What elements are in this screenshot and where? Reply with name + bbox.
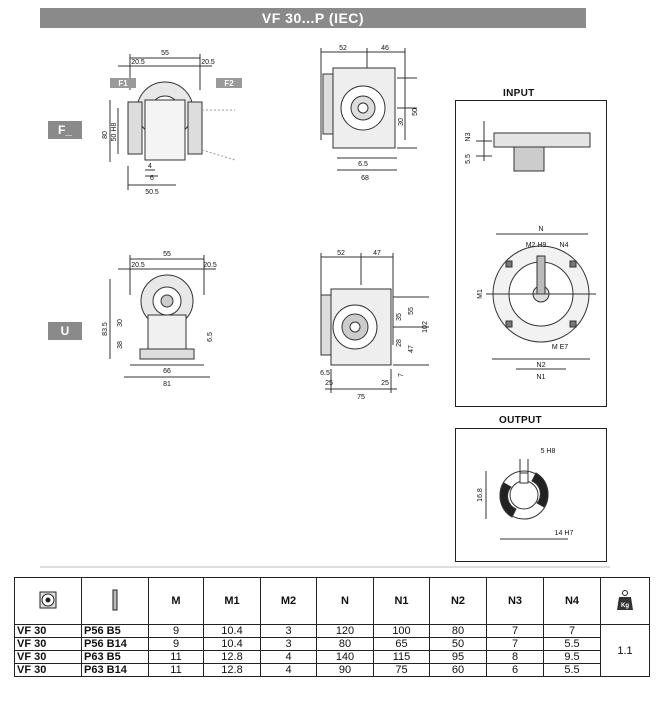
cell-motor: P63 B5 [82,651,149,664]
cell-m: 11 [149,664,204,677]
output-title: OUTPUT [499,415,542,426]
gearbox-icon [15,578,82,625]
dim-label: 102 [422,321,429,333]
cell-motor: P56 B5 [82,625,149,638]
cell-n2: 60 [430,664,487,677]
dim-label: 25 [381,380,389,387]
u-side-view-drawing [100,245,235,395]
dim-label: 47 [408,345,415,353]
dim-label: 35 [396,313,403,321]
cell-model: VF 30 [15,664,82,677]
dim-label: 46 [381,45,389,52]
cell-weight: 1.1 [601,625,650,677]
col-header-n4: N4 [544,578,601,625]
page-title: VF 30...P (IEC) [40,8,586,28]
dim-label: 14 H7 [554,530,574,537]
input-flange-drawing [456,101,606,406]
shaft-icon [82,578,149,625]
dim-label: 55 [161,50,169,57]
cell-n2: 80 [430,625,487,638]
u-front-view-drawing [305,245,445,405]
col-header-n2: N2 [430,578,487,625]
input-title: INPUT [503,88,535,99]
col-header-m2: M2 [261,578,317,625]
dim-label: M E7 [551,344,569,351]
cell-n3: 8 [487,651,544,664]
weight-unit: Kg [621,602,629,609]
weight-icon [601,578,650,625]
cell-n: 120 [317,625,374,638]
cell-n2: 95 [430,651,487,664]
output-panel [455,428,607,562]
dim-label: 7 [398,373,405,377]
dim-label: N [538,226,544,233]
f2-label: F2 [224,79,234,88]
cell-m1: 12.8 [204,664,261,677]
cell-n: 90 [317,664,374,677]
dim-label: 52 [337,250,345,257]
dim-label: 50.5 [145,189,159,196]
dim-label: 28 [396,339,403,347]
col-header-n: N [317,578,374,625]
cell-n3: 6 [487,664,544,677]
dim-label: 16.8 [477,488,484,502]
dim-label: 20.5 [201,59,215,66]
dimension-table [14,577,650,677]
table-row [15,638,650,651]
col-header-m: M [149,578,204,625]
dim-label: 83.5 [102,322,109,336]
dim-label: 6.5 [207,332,214,342]
dim-label: M1 [477,289,484,299]
col-header-m1: M1 [204,578,261,625]
mounting-label-f: F_ [48,121,82,139]
dim-label: 55 [163,251,171,258]
cell-n1: 115 [374,651,430,664]
dim-label: N3 [465,132,472,142]
cell-n4: 5.5 [544,664,601,677]
dim-label: 30 [117,319,124,327]
dim-label: 5.5 [465,154,472,164]
cell-n3: 7 [487,638,544,651]
col-header-n1: N1 [374,578,430,625]
table-row [15,651,650,664]
cell-model: VF 30 [15,651,82,664]
dim-label: 50 [412,108,419,116]
dim-label: 25 [325,380,333,387]
dim-label: 68 [361,175,369,182]
cell-n3: 7 [487,625,544,638]
cell-m1: 12.8 [204,651,261,664]
dim-label: 52 [339,45,347,52]
dim-label: 6 [150,175,154,182]
dim-label: N4 [559,242,569,249]
cell-n1: 100 [374,625,430,638]
dim-label: 30 [398,118,405,126]
cell-motor: P63 B14 [82,664,149,677]
cell-n: 140 [317,651,374,664]
input-panel [455,100,607,407]
dim-label: 5 H8 [540,448,556,455]
cell-n4: 9.5 [544,651,601,664]
cell-n4: 7 [544,625,601,638]
dim-label: 50 H8 [111,122,118,142]
f-side-view-drawing [100,40,260,200]
f1-label: F1 [118,79,128,88]
dim-label: 80 [102,131,109,139]
col-header-n3: N3 [487,578,544,625]
dim-label: 66 [163,368,171,375]
cell-m2: 3 [261,625,317,638]
cell-m: 11 [149,651,204,664]
dim-label: 38 [117,341,124,349]
cell-model: VF 30 [15,638,82,651]
cell-m: 9 [149,625,204,638]
cell-m2: 4 [261,664,317,677]
cell-n1: 65 [374,638,430,651]
cell-m1: 10.4 [204,638,261,651]
dim-label: 20.5 [131,59,145,66]
cell-motor: P56 B14 [82,638,149,651]
cell-m2: 3 [261,638,317,651]
dim-label: 6.5 [358,161,368,168]
dim-label: 20.5 [131,262,145,269]
dim-label: 55 [408,307,415,315]
dim-label: 75 [357,394,365,401]
dim-label: N2 [536,362,546,369]
cell-model: VF 30 [15,625,82,638]
cell-m2: 4 [261,651,317,664]
table-row [15,625,650,638]
dim-label: 6.5 [320,370,330,377]
mounting-label-u: U [48,322,82,340]
dim-label: N1 [536,374,546,381]
cell-n: 80 [317,638,374,651]
dim-label: 81 [163,381,171,388]
dim-label: 20.5 [203,262,217,269]
dim-label: 4 [148,163,152,170]
cell-n1: 75 [374,664,430,677]
section-divider [40,566,610,568]
cell-n4: 5.5 [544,638,601,651]
output-shaft-drawing [456,429,606,561]
cell-m1: 10.4 [204,625,261,638]
table-header-row [15,578,650,625]
cell-m: 9 [149,638,204,651]
table-row [15,664,650,677]
dim-label: 47 [373,250,381,257]
dim-label: M2 H9 [525,242,547,249]
f-front-view-drawing [305,40,425,195]
cell-n2: 50 [430,638,487,651]
